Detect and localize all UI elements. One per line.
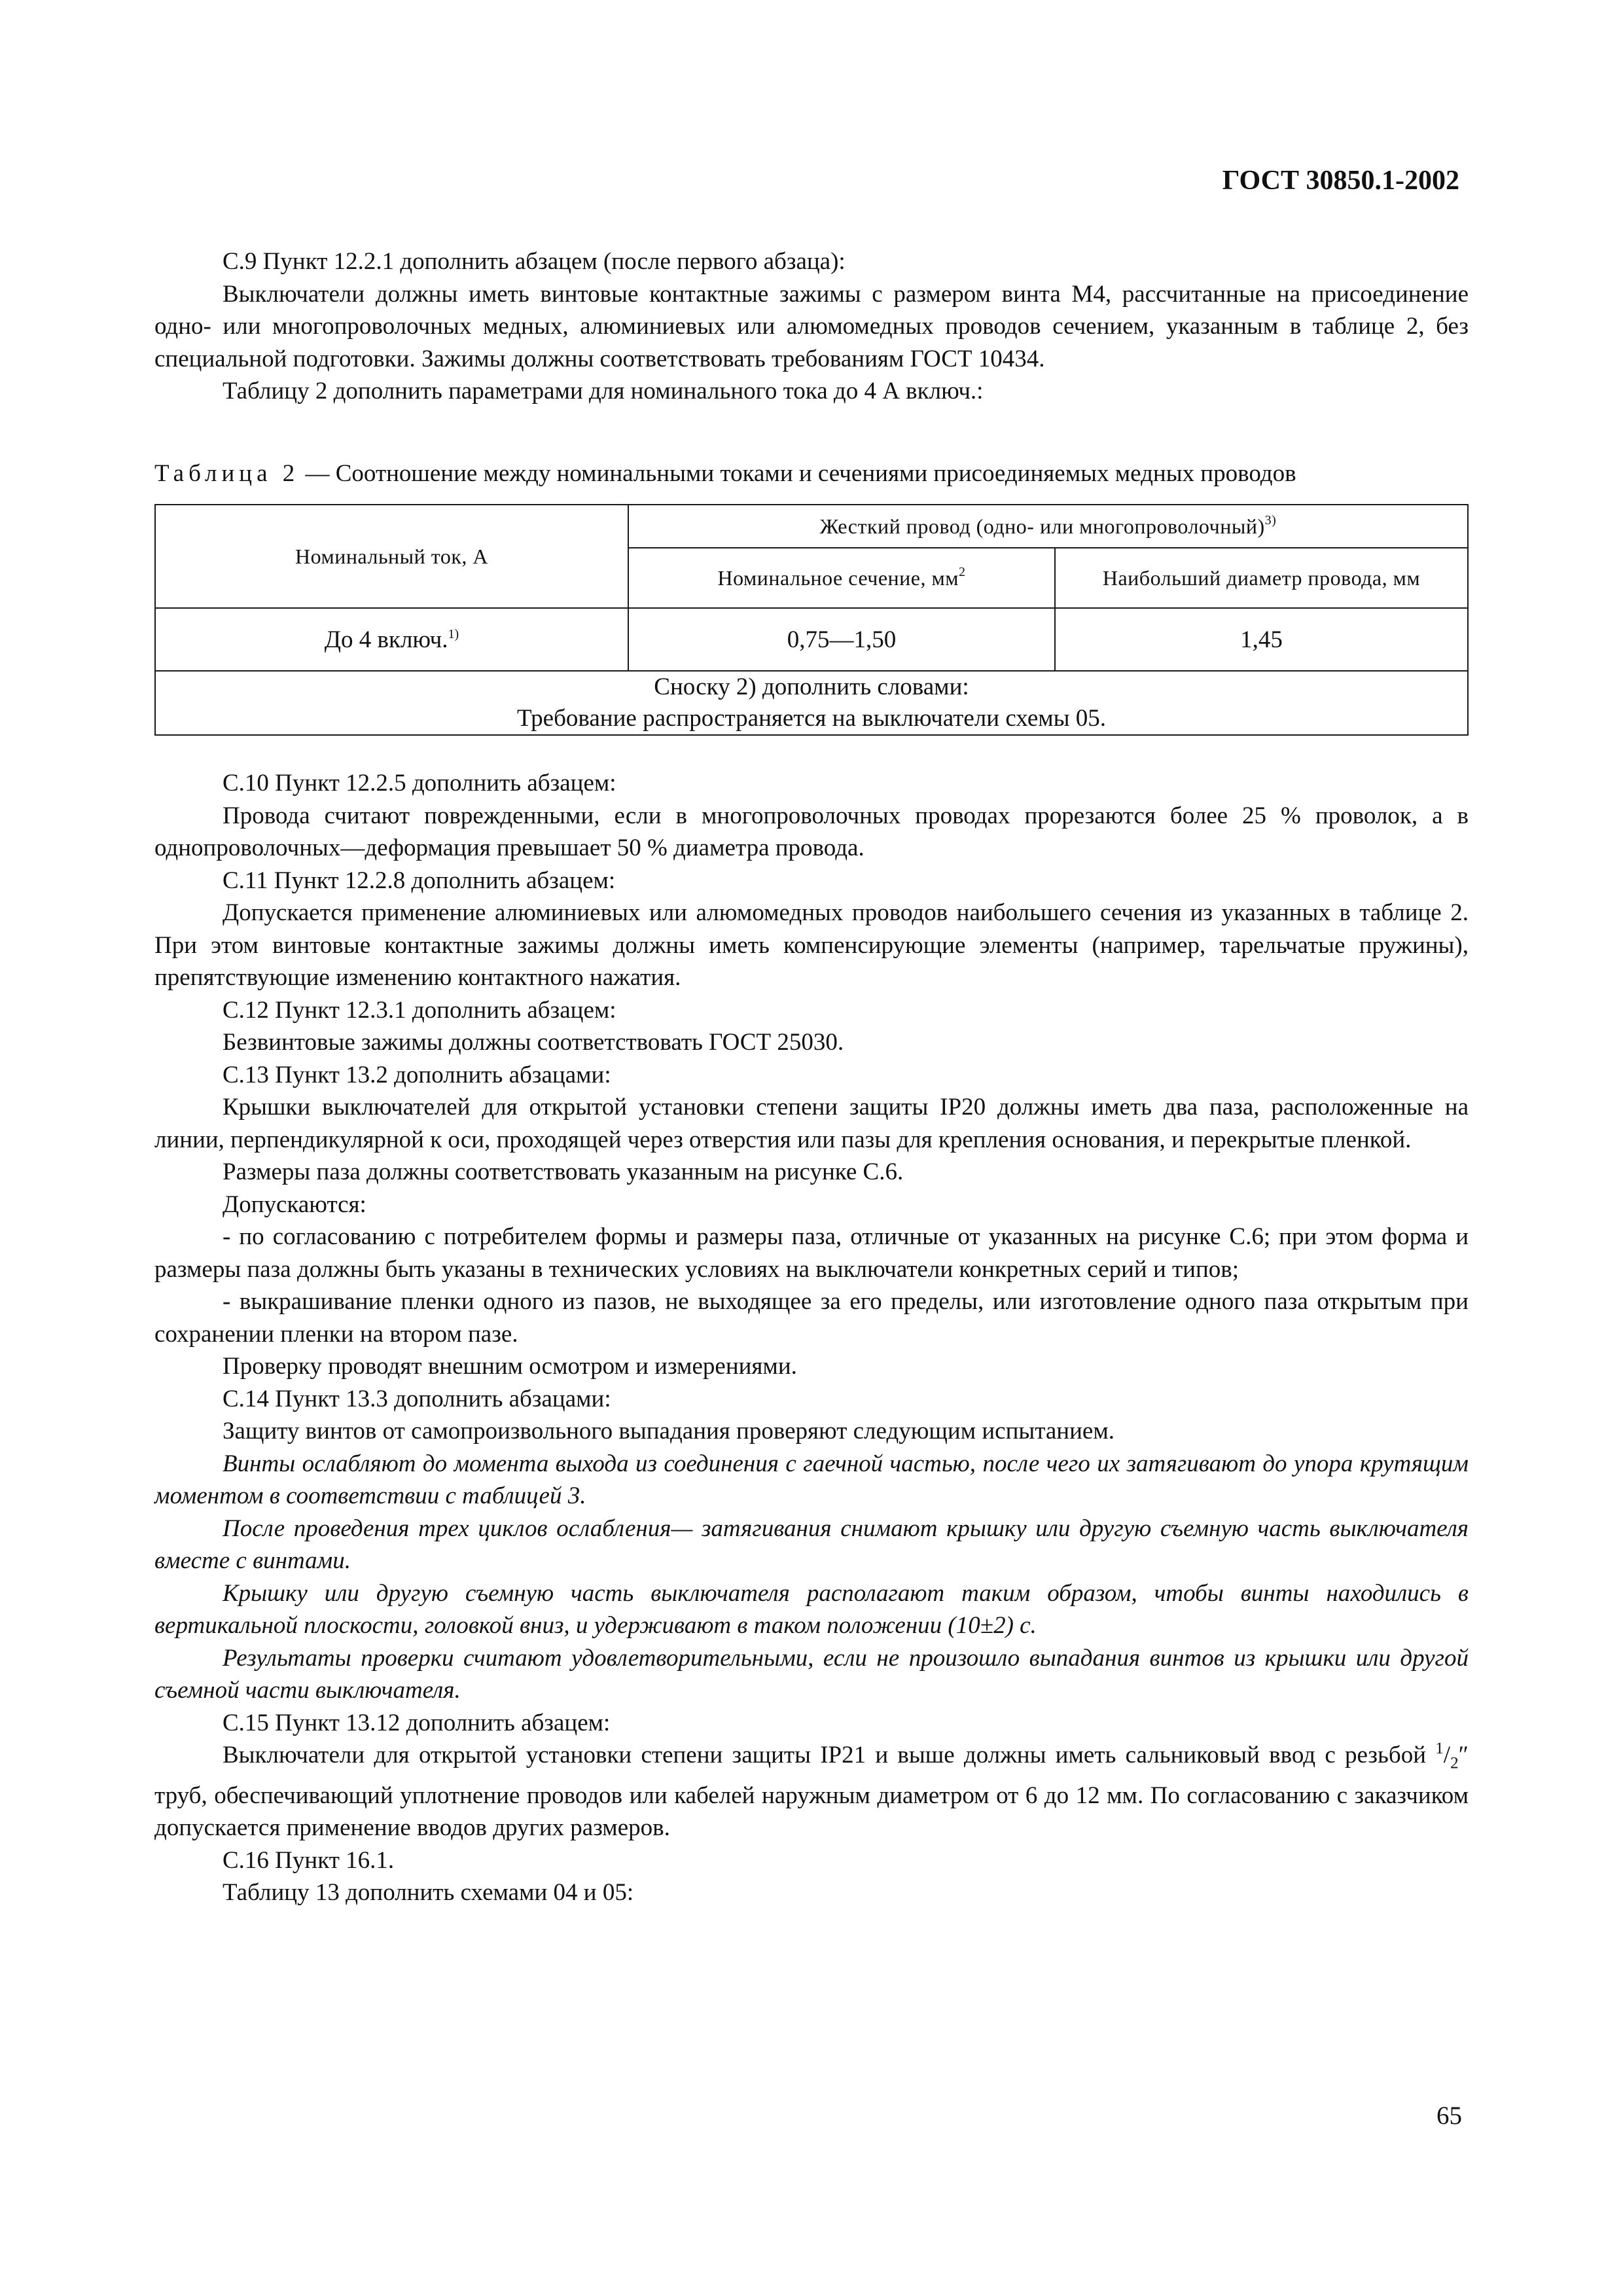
table-note bbox=[155, 671, 1468, 735]
document-header: ГОСТ 30850.1-2002 bbox=[1222, 166, 1459, 196]
square-unit-mark: 2 bbox=[959, 565, 966, 579]
thread-fraction-denominator: 2 bbox=[1450, 1754, 1459, 1772]
section-c13-paragraph-1: Крышки выключателей для открытой установки степени защиты IP20 должны иметь два паза, расположенные на линии, перпендикулярной к оси, проходящей через отверстия или пазы для крепления основания, и перекрытые пленкой. bbox=[154, 1094, 1469, 1153]
section-c12-title: С.12 Пункт 12.3.1 дополнить абзацем: bbox=[223, 996, 616, 1024]
footnote-1-mark: 1) bbox=[448, 626, 459, 641]
section-c10-paragraph: Провода считают поврежденными, если в многопроволочных проводах прорезаются более 25 % проволок, а в однопроволочных—деформация превышает 50 % диаметра провода. bbox=[154, 802, 1469, 861]
cell-current: До 4 включ.$^{1)}$ bbox=[155, 608, 628, 671]
section-c14-paragraph-1: Защиту винтов от самопроизвольного выпадания проверяют следующим испытанием. bbox=[223, 1418, 1115, 1444]
section-c13-list-item-1: - по согласованию с потребителем формы и размеры паза, отличные от указанных на рисунке С.6; при этом форма и размеры паза должны быть указаны в технических условиях на выключатели конкретных серий и типов; bbox=[154, 1223, 1469, 1283]
section-c13-paragraph-4: Проверку проводят внешним осмотром и измерениями. bbox=[223, 1353, 797, 1380]
cell-section: 0,75—1,50 bbox=[628, 608, 1055, 671]
table-note-line-2: Требование распространяется на выключатели схемы 05. bbox=[516, 705, 1107, 732]
inch-mark: ″ bbox=[1458, 1742, 1469, 1768]
header-diameter: Наибольший диаметр провода, мм bbox=[1055, 548, 1468, 608]
thread-fraction-slash: / bbox=[1443, 1742, 1451, 1768]
section-c13-paragraph-3: Допускаются: bbox=[223, 1191, 366, 1218]
section-c15-title: С.15 Пункт 13.12 дополнить абзацем: bbox=[223, 1709, 611, 1736]
table-caption bbox=[154, 457, 1469, 490]
section-c14-italic-1: Винты ослабляют до момента выхода из соединения с гаечной частью, после чего их затягивают до упора крутящим моментом в соответствии с таблицей 3. bbox=[154, 1450, 1469, 1509]
table-2 bbox=[154, 504, 1469, 736]
header-rigid-wire: Жесткий провод (одно- или многопроволочный)$^{3)}$ bbox=[628, 505, 1468, 548]
section-c15-paragraph: Выключатели для открытой установки степени защиты IP21 и выше должны иметь сальниковый ввод с резьбой $^1/_2''$ труб, обеспечивающий уплотнение проводов или кабелей наружным диаметром от 6 до 12 мм. По согласованию с заказчиком допускается применение вводов других размеров. bbox=[154, 1740, 1469, 1842]
thread-fraction-numerator: 1 bbox=[1435, 1740, 1444, 1757]
section-c13-title: С.13 Пункт 13.2 дополнить абзацами: bbox=[223, 1061, 611, 1088]
table-caption-label: Таблица 2 bbox=[154, 459, 300, 487]
header-section: Номинальное сечение, $мм^2$ bbox=[628, 548, 1055, 608]
page-body bbox=[154, 245, 1469, 1909]
footnote-3-mark: 3) bbox=[1264, 513, 1277, 528]
cell-diameter: 1,45 bbox=[1055, 608, 1468, 671]
section-c12-paragraph: Безвинтовые зажимы должны соответствовать ГОСТ 25030. bbox=[223, 1029, 844, 1056]
section-c14-italic-2: После проведения трех циклов ослабления— затягивания снимают крышку или другую съемную часть выключателя вместе с винтами. bbox=[154, 1515, 1469, 1574]
section-c14-italic-3: Крышку или другую съемную часть выключателя располагают таким образом, чтобы винты находились в вертикальной плоскости, головкой вниз, и удерживают в таком положении (10±2) с. bbox=[154, 1579, 1469, 1639]
section-c11-title: С.11 Пункт 12.2.8 дополнить абзацем: bbox=[223, 867, 616, 894]
section-c9-title: С.9 Пункт 12.2.1 дополнить абзацем (после первого абзаца): bbox=[223, 248, 846, 275]
section-c13-paragraph-2: Размеры паза должны соответствовать указанным на рисунке С.6. bbox=[223, 1158, 904, 1185]
section-c11-paragraph: Допускается применение алюминиевых или алюмомедных проводов наибольшего сечения из указанных в таблице 2. При этом винтовые контактные зажимы должны иметь компенсирующие элементы (например, тарельчатые пружины), препятствующие изменению контактного нажатия. bbox=[154, 899, 1469, 991]
amendments-list bbox=[154, 767, 1469, 1909]
section-c9-table-intro: Таблицу 2 дополнить параметрами для номинального тока до 4 А включ.: bbox=[223, 378, 984, 404]
section-c10-title: С.10 Пункт 12.2.5 дополнить абзацем: bbox=[223, 770, 616, 797]
section-c14-title: С.14 Пункт 13.3 дополнить абзацами: bbox=[223, 1385, 611, 1412]
section-c16-title: С.16 Пункт 16.1. bbox=[223, 1846, 395, 1874]
table-caption-text: — Соотношение между номинальными токами и сечениями присоединяемых медных проводов bbox=[299, 459, 1296, 487]
table-note-line-1: Сноску 2) дополнить словами: bbox=[654, 673, 969, 700]
section-c14-italic-4: Результаты проверки считают удовлетворительными, если не произошло выпадания винтов из крышки или другой съемной части выключателя. bbox=[154, 1644, 1469, 1704]
section-c13-list-item-2: - выкрашивание пленки одного из пазов, не выходящее за его пределы, или изготовление одного паза открытым при сохранении пленки на втором пазе. bbox=[154, 1288, 1469, 1348]
section-c16-paragraph: Таблицу 13 дополнить схемами 04 и 05: bbox=[223, 1879, 634, 1907]
page-number: 65 bbox=[1436, 2102, 1462, 2130]
section-c9-paragraph: Выключатели должны иметь винтовые контактные зажимы с размером винта М4, рассчитанные на присоединение одно- или многопроволочных медных, алюминиевых или алюмомедных проводов сечением, указанным в таблице 2, без специальной подготовки. Зажимы должны соответствовать требованиям ГОСТ 10434. bbox=[154, 280, 1469, 372]
header-current: Номинальный ток, А bbox=[155, 505, 628, 608]
